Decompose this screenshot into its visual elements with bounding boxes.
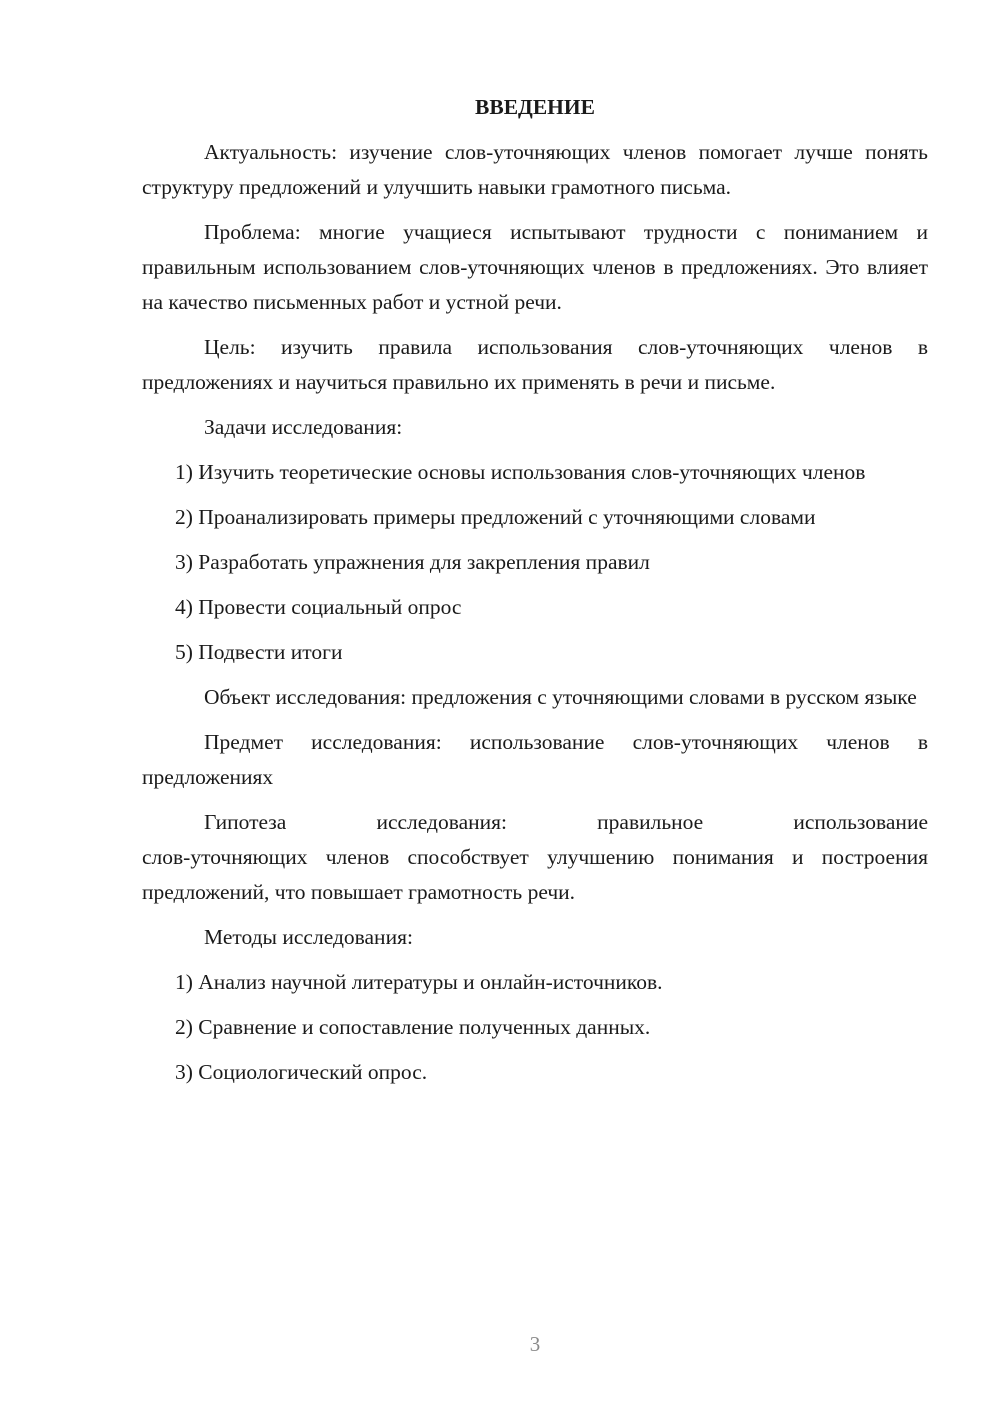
task-item: 1) Изучить теоретические основы использования слов-уточняющих членов (175, 460, 866, 484)
problem-paragraph: Проблема: многие учащиеся испытывают трудности с пониманием и правильным использованием слов-уточняющих членов в предложениях. Это влияет на качество письменных работ и устной речи. (142, 220, 928, 314)
tasks-heading: Задачи исследования: (204, 415, 403, 439)
subject-paragraph: Предмет исследования: использование слов-уточняющих членов в предложениях (142, 730, 928, 789)
method-item: 3) Социологический опрос. (175, 1060, 428, 1084)
goal-paragraph: Цель: изучить правила использования слов-уточняющих членов в предложениях и научиться правильно их применять в речи и письме. (142, 335, 928, 394)
method-item: 1) Анализ научной литературы и онлайн-источников. (175, 970, 663, 994)
task-item: 4) Провести социальный опрос (175, 595, 462, 619)
page-title: ВВЕДЕНИЕ (475, 95, 595, 119)
hypothesis-continuation: слов-уточняющих членов способствует улучшению понимания и построения предложений, что повышает грамотность речи. (142, 845, 928, 904)
document-page (142, 90, 928, 1100)
hypothesis-paragraph (142, 805, 928, 910)
method-item: 2) Сравнение и сопоставление полученных данных. (175, 1015, 651, 1039)
task-item: 2) Проанализировать примеры предложений с уточняющими словами (175, 505, 816, 529)
page-number: 3 (529, 1332, 541, 1356)
methods-heading: Методы исследования: (204, 925, 413, 949)
object-paragraph: Объект исследования: предложения с уточняющими словами в русском языке (204, 685, 917, 709)
relevance-paragraph: Актуальность: изучение слов-уточняющих членов помогает лучше понять структуру предложений и улучшить навыки грамотного письма. (142, 140, 928, 199)
task-item: 5) Подвести итоги (175, 640, 343, 664)
hypothesis-first-line: Гипотеза исследования: правильное использование (204, 810, 928, 834)
task-item: 3) Разработать упражнения для закрепления правил (175, 550, 650, 574)
